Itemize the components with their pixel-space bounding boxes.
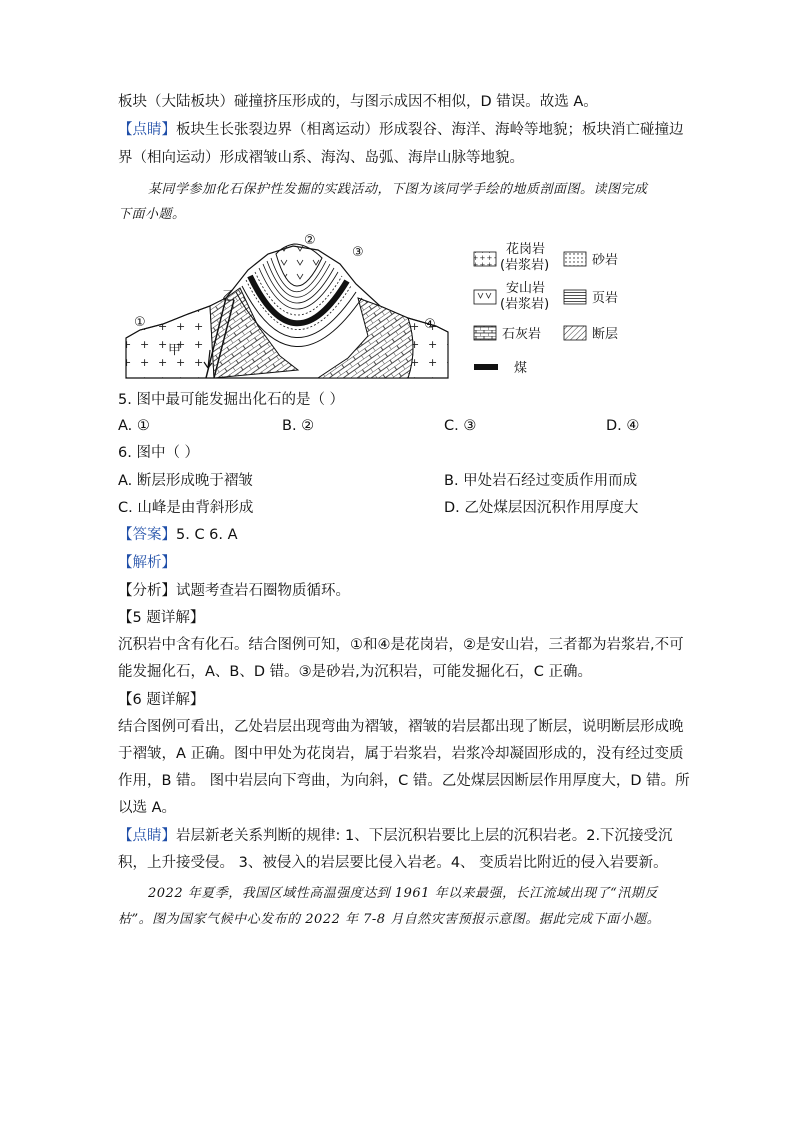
legend-shale: 页岩 (592, 291, 619, 306)
dianjing-tag: 【点睛】 (118, 122, 176, 138)
legend-granite: 花岗岩 (506, 242, 546, 257)
q6-option-c: C. 山峰是由背斜形成 (118, 500, 254, 516)
fenxi-tag: 【分析】 (118, 583, 176, 599)
legend-andesite: 安山岩 (506, 281, 546, 296)
question-5-stem: 5. 图中最可能发掘出化石的是（ ） (118, 392, 345, 408)
geological-cross-section (118, 228, 458, 388)
fenxi-text: 试题考查岩石圈物质循环。 (176, 583, 350, 599)
question-6-stem: 6. 图中（ ） (118, 445, 200, 461)
text-line: 能发掘化石，A、B、D 错。③是砂岩,为沉积岩，可能发掘化石，C 正确。 (118, 664, 592, 680)
answer-line (118, 525, 238, 545)
q5-option-d: D. ④ (606, 418, 640, 434)
label-4: ④ (424, 317, 436, 332)
dianjing-tag: 【点睛】 (118, 828, 176, 844)
legend-granite-sub: (岩浆岩) (500, 258, 550, 273)
intro-line: 下面小题。 (118, 207, 186, 222)
answer-text: 5. C 6. A (176, 527, 238, 543)
text-line: 板块（大陆板块）碰撞挤压形成的，与图示成因不相似，D 错误。故选 A。 (118, 94, 598, 110)
text-line: 界（相向运动）形成褶皱山系、海沟、岛弧、海岸山脉等地貌。 (118, 150, 524, 166)
intro-line: 某同学参加化石保护性发掘的实践活动，下图为该同学手绘的地质剖面图。读图完成 (148, 182, 648, 197)
q6-detail-tag: 【6 题详解】 (118, 692, 205, 708)
intro-line: 2022 年夏季，我国区域性高温强度达到 1961 年以来最强，长江流域出现了“汛期反 (148, 886, 658, 901)
q5-option-c: C. ③ (444, 418, 477, 434)
q6-option-a: A. 断层形成晚于褶皱 (118, 473, 253, 489)
text-line: 岩层新老关系判断的规律: 1、下层沉积岩要比上层的沉积岩老。2.下沉接受沉 (176, 828, 673, 844)
text-line: 作用，B 错。 图中岩层向下弯曲，为向斜，C 错。乙处煤层因断层作用厚度大，D 错。所 (118, 773, 690, 789)
legend-fault: 断层 (592, 327, 619, 342)
fenxi-line (118, 581, 350, 601)
legend-limestone: 石灰岩 (502, 327, 542, 342)
text-line: 结合图例可看出，乙处岩层出现弯曲为褶皱，褶皱的岩层都出现了断层，说明断层形成晚 (118, 719, 684, 735)
text-line: 积，上升接受侵。 3、被侵入的岩层要比侵入岩老。4、 变质岩比附近的侵入岩要新。 (118, 855, 668, 871)
q5-option-a: A. ① (118, 418, 150, 434)
label-yi: 乙 (222, 289, 236, 304)
legend-coal: 煤 (514, 361, 528, 376)
q6-option-b: B. 甲处岩石经过变质作用而成 (444, 473, 638, 489)
text-line: 以选 A。 (118, 800, 177, 816)
label-2: ② (304, 233, 316, 248)
legend-sandstone: 砂岩 (592, 253, 619, 268)
label-jia: 甲 (168, 343, 182, 358)
text-line: 板块生长张裂边界（相离运动）形成裂谷、海洋、海岭等地貌；板块消亡碰撞边 (176, 122, 684, 138)
text-line: 沉积岩中含有化石。结合图例可知，①和④是花岗岩，②是安山岩，三者都为岩浆岩,不可 (118, 637, 684, 653)
legend-andesite-sub: (岩浆岩) (500, 297, 550, 312)
intro-line: 枯”。图为国家气候中心发布的 2022 年 7-8 月自然灾害预报示意图。据此完成下面小题。 (118, 912, 661, 927)
dianjing-paragraph (118, 120, 684, 140)
q5-detail-tag: 【5 题详解】 (118, 610, 205, 626)
text-line: 于褶皱，A 正确。图中甲处为花岗岩，属于岩浆岩，岩浆冷却凝固形成的，没有经过变质 (118, 746, 684, 762)
q5-option-b: B. ② (282, 418, 315, 434)
label-3: ③ (352, 245, 364, 260)
label-1: ① (134, 315, 146, 330)
analysis-tag: 【解析】 (118, 555, 176, 571)
q6-option-d: D. 乙处煤层因沉积作用厚度大 (444, 500, 639, 516)
figure-legend (472, 240, 652, 380)
dianjing-paragraph (118, 826, 673, 846)
answer-tag: 【答案】 (118, 527, 176, 543)
